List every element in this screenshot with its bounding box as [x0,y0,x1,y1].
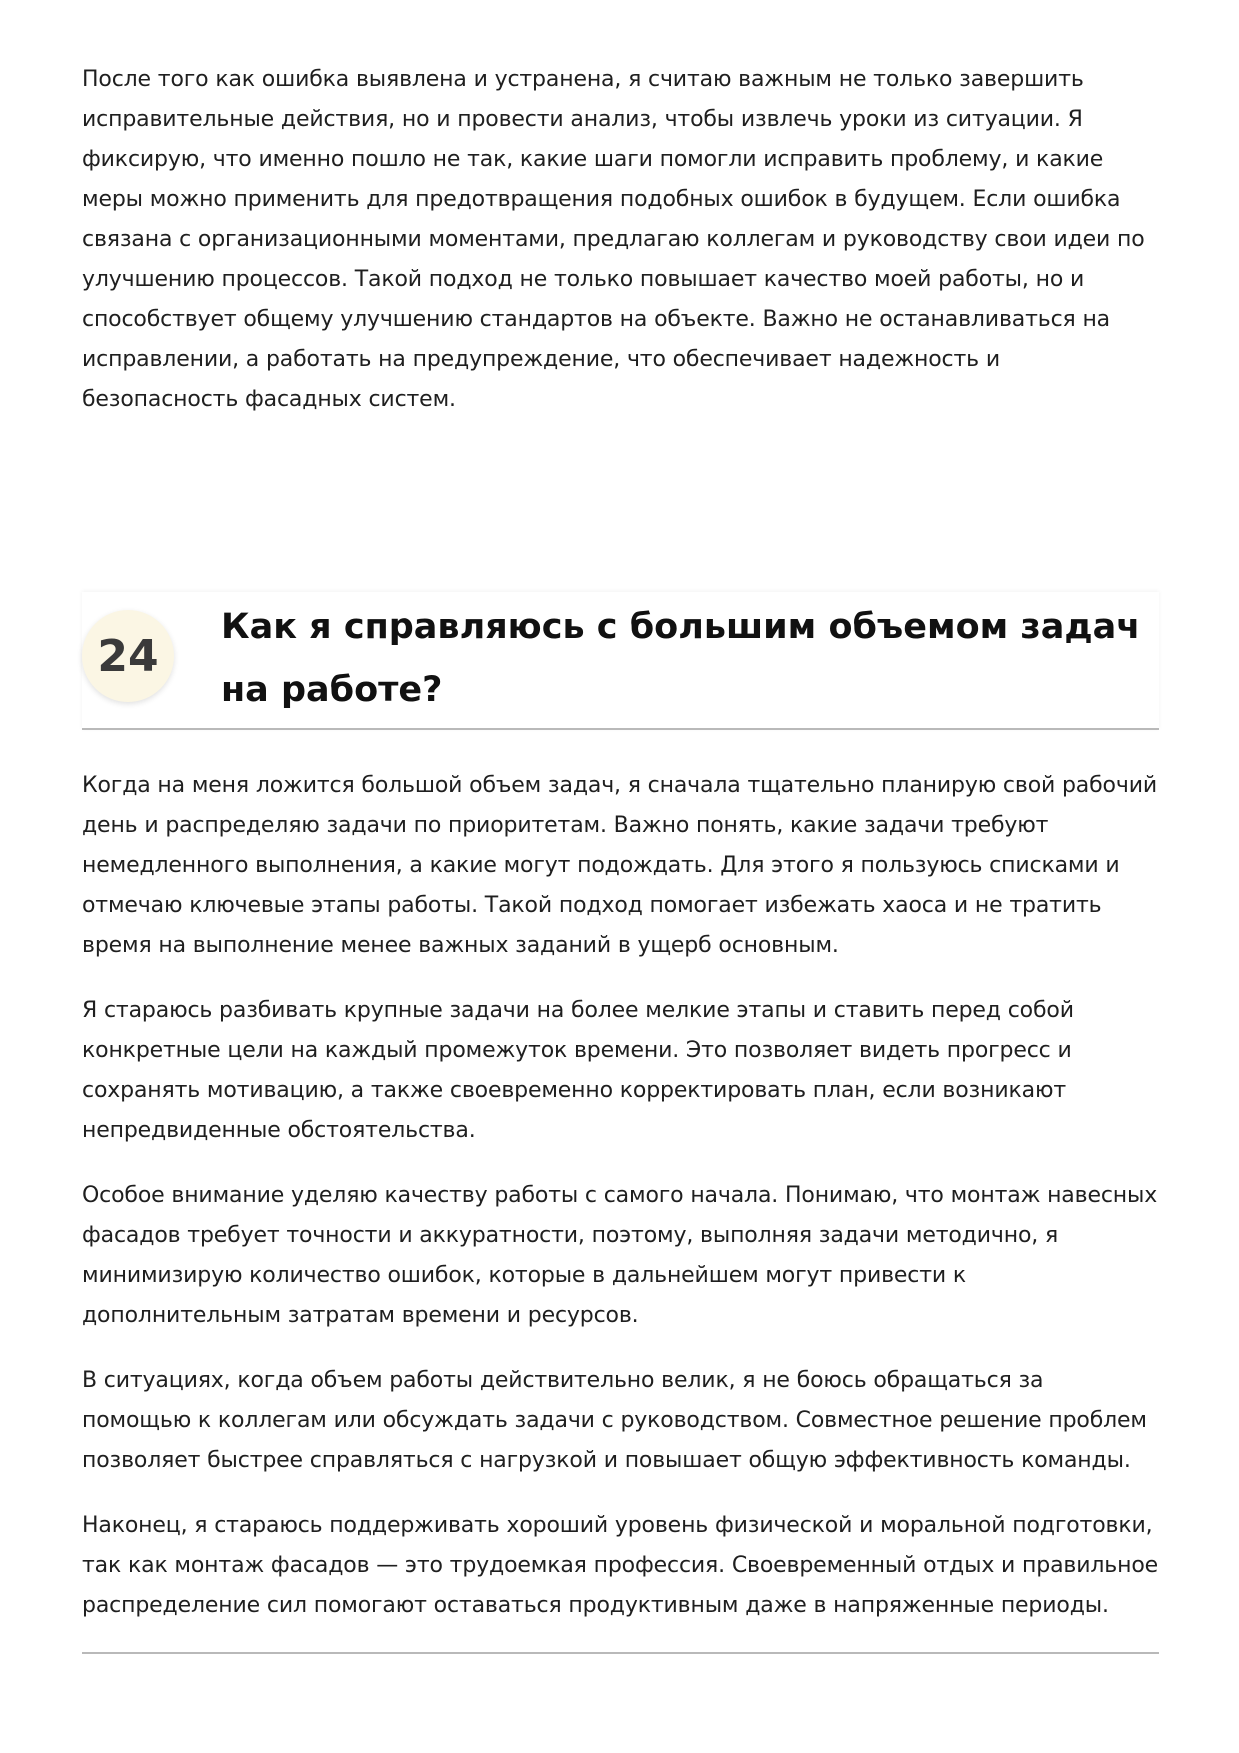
answer-paragraph: Когда на меня ложится большой объем задач, я сначала тщательно планирую свой рабочий день и распределяю задачи по приоритетам. Важно понять, какие задачи требуют немедленного выполнения, а какие могут подождать. Для этого я пользуюсь списками и отмечаю ключевые этапы работы. Такой подход помогает избежать хаоса и не тратить время на выполнение менее важных заданий в ущерб основным. [82,773,1158,958]
answer-section [82,766,1159,1626]
answer-paragraph: Особое внимание уделяю качеству работы с самого начала. Понимаю, что монтаж навесных фасадов требует точности и аккуратности, поэтому, выполняя задачи методично, я минимизирую количество ошибок, которые в дальнейшем могут привести к дополнительным затратам времени и ресурсов. [82,1183,1158,1328]
question-number-badge: 24 [82,610,174,702]
answer-paragraph: Я стараюсь разбивать крупные задачи на более мелкие этапы и ставить перед собой конкретные цели на каждый промежуток времени. Это позволяет видеть прогресс и сохранять мотивацию, а также своевременно корректировать план, если возникают непредвиденные обстоятельства. [82,998,1074,1143]
question-title: Как я справляюсь с большим объемом задач на работе? [221,607,1141,710]
bottom-divider [82,1652,1159,1654]
answer-paragraph: В ситуациях, когда объем работы действительно велик, я не боюсь обращаться за помощью к коллегам или обсуждать задачи с руководством. Совместное решение проблем позволяет быстрее справляться с нагрузкой и повышает общую эффективность команды. [82,1368,1147,1473]
question-header [82,592,1159,730]
answer-paragraph: Наконец, я стараюсь поддерживать хороший уровень физической и моральной подготовки, так как монтаж фасадов — это трудоемкая профессия. Своевременный отдых и правильное распределение сил помогают оставаться продуктивным даже в напряженные периоды. [82,1513,1159,1618]
intro-paragraph: После того как ошибка выявлена и устранена, я считаю важным не только завершить исправительные действия, но и провести анализ, чтобы извлечь уроки из ситуации. Я фиксирую, что именно пошло не так, какие шаги помогли исправить проблему, и какие меры можно применить для предотвращения подобных ошибок в будущем. Если ошибка связана с организационными моментами, предлагаю коллегам и руководству свои идеи по улучшению процессов. Такой подход не только повышает качество моей работы, но и способствует общему улучшению стандартов на объекте. Важно не останавливаться на исправлении, а работать на предупреждение, что обеспечивает надежность и безопасность фасадных систем. [82,67,1145,412]
